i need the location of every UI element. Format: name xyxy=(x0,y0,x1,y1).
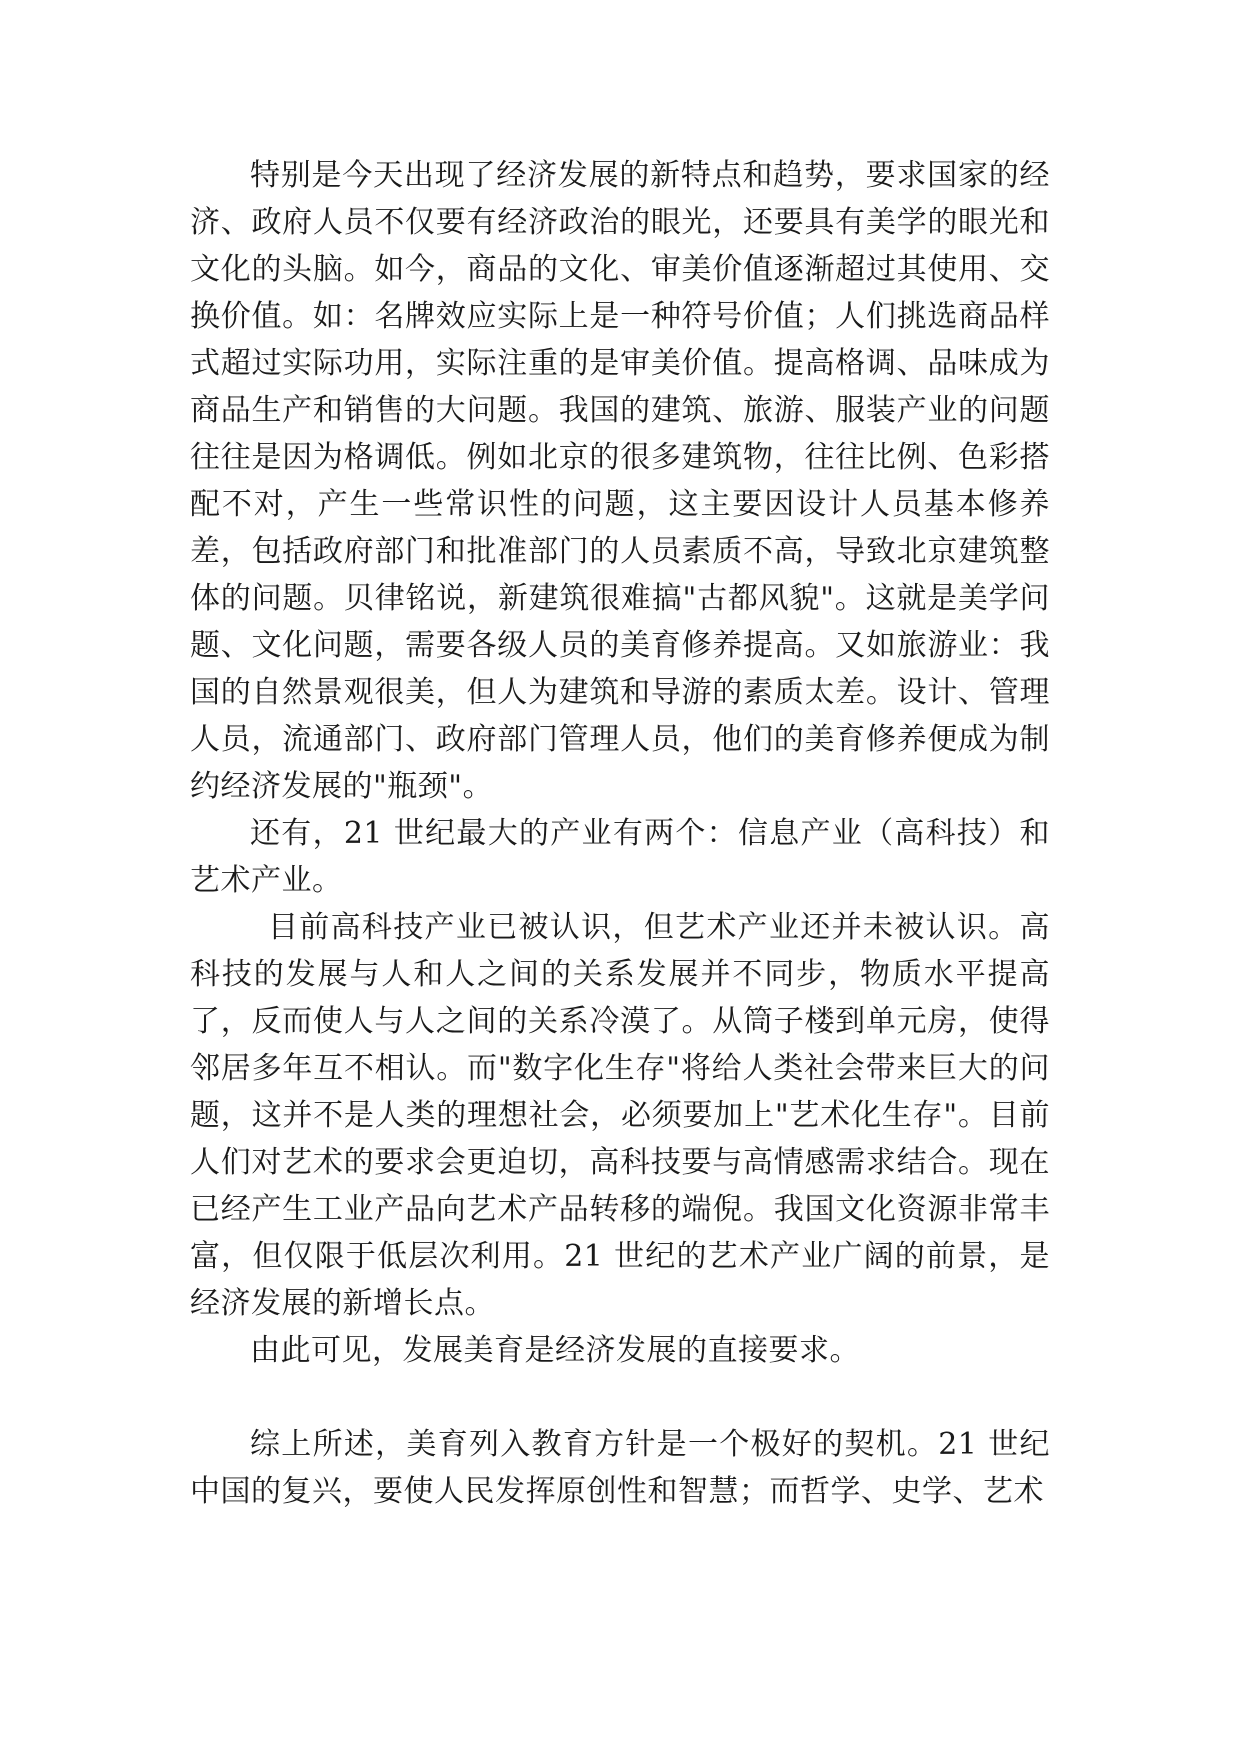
paragraph-summary: 综上所述，美育列入教育方针是一个极好的契机。21 世纪中国的复兴，要使人民发挥原创性和智慧；而哲学、史学、艺术 xyxy=(190,1427,1050,1509)
paragraph-economy-aesthetics: 特别是今天出现了经济发展的新特点和趋势，要求国家的经济、政府人员不仅要有经济政治的眼光，还要具有美学的眼光和文化的头脑。如今，商品的文化、审美价值逐渐超过其使用、交换价值。如：名牌效应实际上是一种符号价值；人们挑选商品样式超过实际功用，实际注重的是审美价值。提高格调、品味成为商品生产和销售的大问题。我国的建筑、旅游、服装产业的问题往往是因为格调低。例如北京的很多建筑物，往往比例、色彩搭配不对，产生一些常识性的问题，这主要因设计人员基本修养差，包括政府部门和批准部门的人员素质不高，导致北京建筑整体的问题。贝律铭说，新建筑很难搞"古都风貌"。这就是美学问题、文化问题，需要各级人员的美育修养提高。又如旅游业：我国的自然景观很美，但人为建筑和导游的素质太差。设计、管理人员，流通部门、政府部门管理人员，他们的美育修养便成为制约经济发展的"瓶颈"。 xyxy=(190,158,1050,804)
paragraph-art-industry: 目前高科技产业已被认识，但艺术产业还并未被认识。高科技的发展与人和人之间的关系发展并不同步，物质水平提高了，反而使人与人之间的关系冷漠了。从筒子楼到单元房，使得邻居多年互不相认。而"数字化生存"将给人类社会带来巨大的问题，这并不是人类的理想社会，必须要加上"艺术化生存"。目前人们对艺术的要求会更迫切，高科技要与高情感需求结合。现在已经产生工业产品向艺术产品转移的端倪。我国文化资源非常丰富，但仅限于低层次利用。21 世纪的艺术产业广阔的前景，是经济发展的新增长点。 xyxy=(190,910,1050,1321)
paragraph-industries: 还有，21 世纪最大的产业有两个：信息产业（高科技）和艺术产业。 xyxy=(190,816,1050,898)
paragraph-conclusion-economy: 由此可见，发展美育是经济发展的直接要求。 xyxy=(250,1333,860,1368)
document-page xyxy=(190,152,1050,1515)
